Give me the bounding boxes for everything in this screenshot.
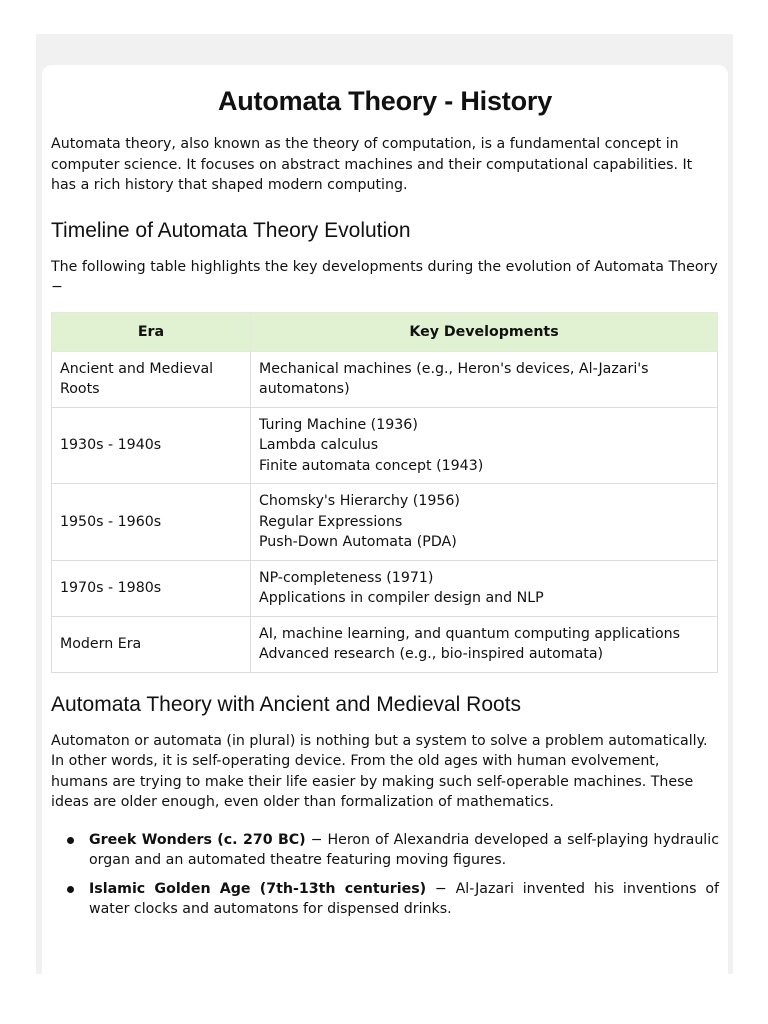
table-cell-developments xyxy=(251,560,718,616)
development-line: Finite automata concept (1943) xyxy=(259,457,484,474)
table-row xyxy=(52,484,718,561)
development-line: Advanced research (e.g., bio-inspired automata) xyxy=(259,646,604,662)
list-item-text: − Al-Jazari invented his inventions of water clocks and automatons for dispensed drinks. xyxy=(89,880,720,917)
table-cell-era: 1930s - 1940s xyxy=(52,407,251,484)
timeline-description: The following table highlights the key developments during the evolution of Automata Theory − xyxy=(51,258,718,295)
bullet-icon xyxy=(67,837,74,844)
table-cell-era: Ancient and Medieval Roots xyxy=(52,351,251,407)
list-item-text: − Heron of Alexandria developed a self-playing hydraulic organ and an automated theatre featuring moving figures. xyxy=(89,831,719,868)
bullet-icon xyxy=(67,886,74,893)
table-body xyxy=(52,351,718,672)
article-content xyxy=(42,86,728,920)
list-item xyxy=(89,879,719,920)
table-cell-developments xyxy=(251,616,718,672)
roots-heading: Automata Theory with Ancient and Medieval Roots xyxy=(51,692,522,716)
intro-paragraph: Automata theory, also known as the theory of computation, is a fundamental concept in computer science. It focuses on abstract machines and their computational capabilities. It has a rich history that shaped modern computing. xyxy=(51,136,693,193)
development-line: AI, machine learning, and quantum computing applications xyxy=(259,625,681,642)
table-cell-era: Modern Era xyxy=(52,616,251,672)
table-header-developments: Key Developments xyxy=(251,312,718,351)
development-line: Push-Down Automata (PDA) xyxy=(259,534,457,550)
development-line: NP-completeness (1971) xyxy=(259,569,434,586)
table-cell-developments xyxy=(251,351,718,407)
timeline-table xyxy=(51,312,718,673)
page-title: Automata Theory - History xyxy=(217,86,553,116)
development-line: Mechanical machines (e.g., Heron's devices, Al-Jazari's automatons) xyxy=(259,360,649,397)
table-cell-era: 1970s - 1980s xyxy=(52,560,251,616)
table-row xyxy=(52,560,718,616)
development-line: Regular Expressions xyxy=(259,513,403,530)
development-line: Applications in compiler design and NLP xyxy=(259,590,544,606)
list-item xyxy=(89,830,719,871)
timeline-heading: Timeline of Automata Theory Evolution xyxy=(51,218,411,242)
list-item-term: Greek Wonders (c. 270 BC) xyxy=(89,831,306,848)
table-row xyxy=(52,407,718,484)
table-row xyxy=(52,351,718,407)
roots-paragraph: Automaton or automata (in plural) is nothing but a system to solve a problem automatically. In other words, it is self-operating device. From the old ages with human evolvement, humans are trying to make their life easier by making such self-operable machines. These ideas are older enough, even older than formalization of mathematics. xyxy=(51,732,708,810)
article-card xyxy=(42,65,728,995)
roots-list xyxy=(51,830,719,920)
list-item-term: Islamic Golden Age (7th-13th centuries) xyxy=(89,880,427,897)
table-row xyxy=(52,616,718,672)
table-cell-developments xyxy=(251,407,718,484)
table-header-row xyxy=(52,312,718,351)
table-cell-era: 1950s - 1960s xyxy=(52,484,251,561)
table-header-era: Era xyxy=(52,312,251,351)
development-line: Chomsky's Hierarchy (1956) xyxy=(259,493,460,509)
development-line: Turing Machine (1936) xyxy=(259,416,418,433)
table-cell-developments xyxy=(251,484,718,561)
development-line: Lambda calculus xyxy=(259,437,379,453)
